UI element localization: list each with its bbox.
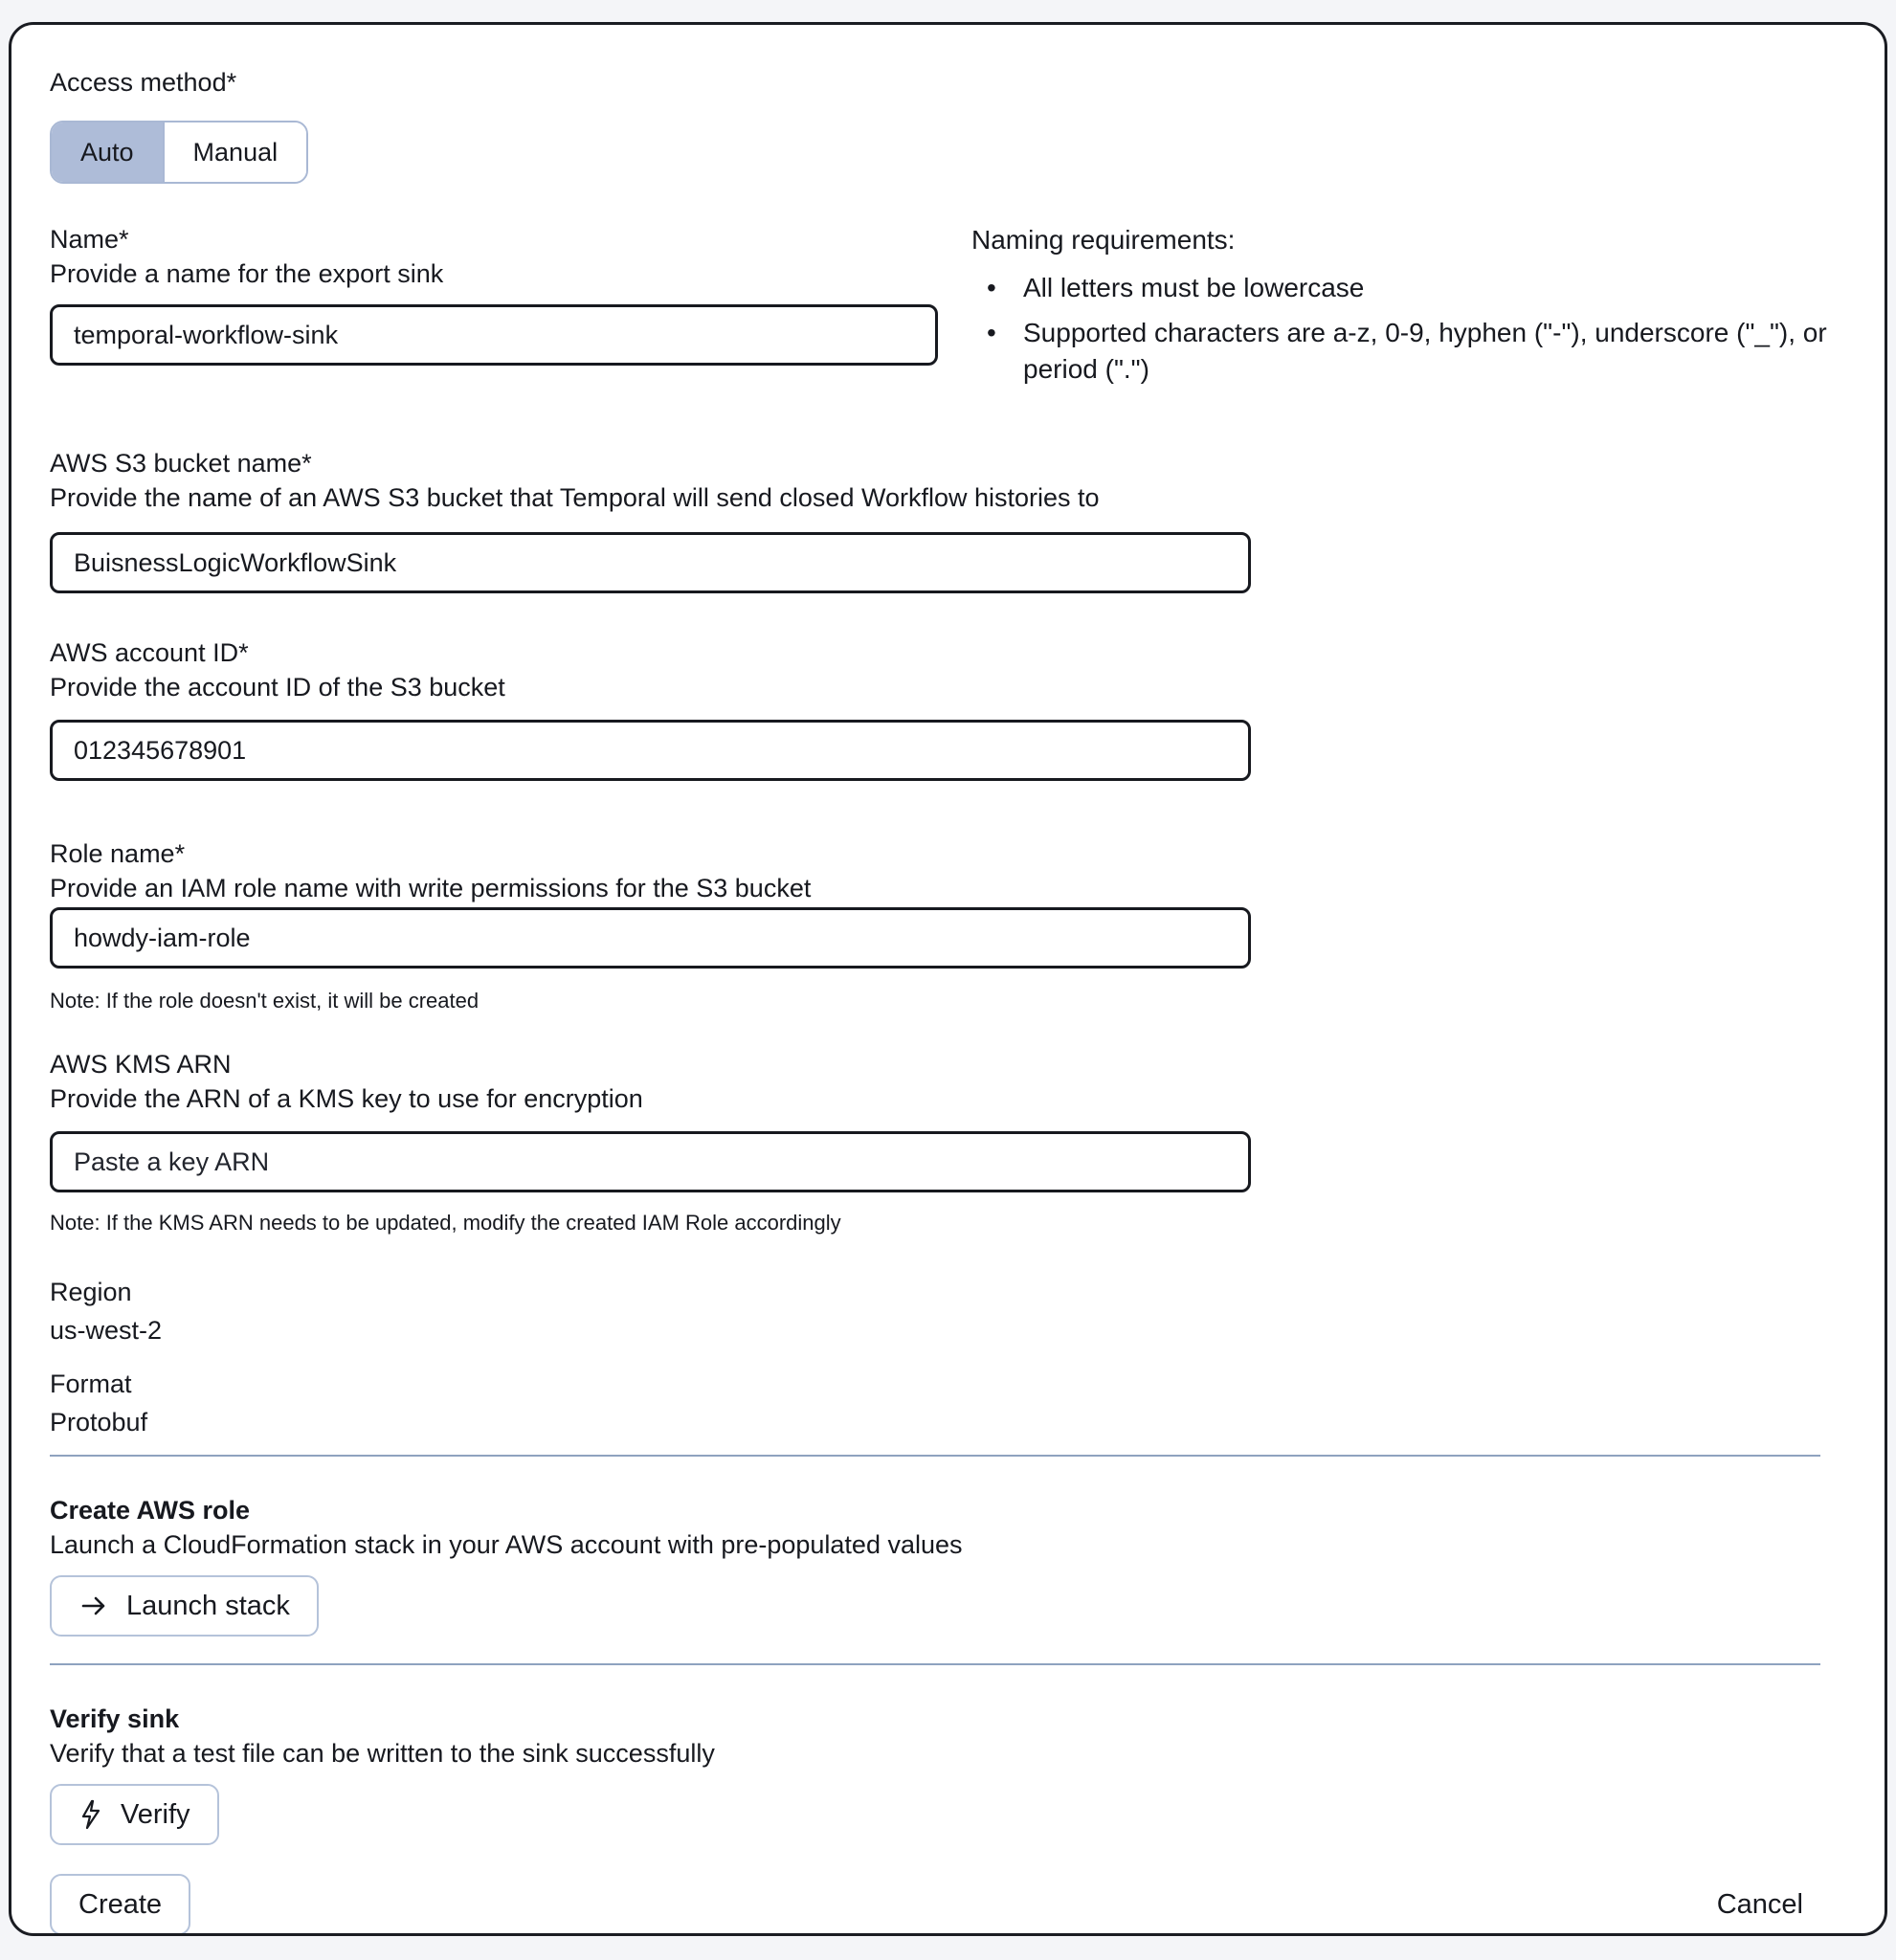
role-name-note: Note: If the role doesn't exist, it will be created	[50, 989, 480, 1013]
account-id-input[interactable]	[50, 720, 1251, 781]
verify-button[interactable]	[50, 1784, 219, 1845]
footer-actions	[50, 1874, 1820, 1935]
s3-bucket-label: AWS S3 bucket name*	[50, 449, 312, 478]
region-label: Region	[50, 1278, 132, 1306]
section-divider	[50, 1663, 1820, 1665]
naming-requirement-text: Supported characters are a-z, 0-9, hyphen ("-"), underscore ("_"), or period (".")	[1023, 318, 1827, 384]
naming-requirements	[971, 222, 1837, 396]
naming-requirement-item	[971, 270, 1837, 306]
naming-requirement-item	[971, 315, 1837, 388]
region-value: us-west-2	[50, 1316, 163, 1345]
naming-requirements-title: Naming requirements:	[971, 225, 1236, 255]
create-button[interactable]	[50, 1874, 190, 1935]
name-label: Name*	[50, 225, 129, 254]
kms-arn-helper: Provide the ARN of a KMS key to use for encryption	[50, 1084, 643, 1113]
format-label: Format	[50, 1370, 132, 1398]
access-method-toggle	[50, 121, 308, 184]
format-value: Protobuf	[50, 1408, 148, 1437]
create-role-section	[50, 1493, 1837, 1637]
verify-sink-section	[50, 1702, 1837, 1845]
s3-bucket-section	[50, 446, 1837, 593]
access-method-label: Access method*	[50, 68, 237, 97]
verify-sink-helper: Verify that a test file can be written to the sink successfully	[50, 1739, 715, 1768]
verify-label: Verify	[121, 1798, 190, 1830]
role-name-section	[50, 836, 1837, 1014]
create-role-helper: Launch a CloudFormation stack in your AWS account with pre-populated values	[50, 1530, 963, 1559]
bullet-marker: •	[987, 318, 996, 347]
export-sink-form	[9, 22, 1887, 1936]
launch-stack-button[interactable]	[50, 1575, 319, 1637]
naming-requirement-text: All letters must be lowercase	[1023, 273, 1365, 302]
naming-requirements-list	[971, 270, 1837, 388]
toggle-option-manual[interactable]: Manual	[163, 122, 307, 182]
arrow-right-icon	[78, 1591, 109, 1621]
name-input[interactable]	[50, 304, 938, 366]
launch-stack-label: Launch stack	[126, 1590, 290, 1621]
kms-arn-label: AWS KMS ARN	[50, 1050, 232, 1079]
format-section	[50, 1367, 1837, 1439]
verify-sink-title: Verify sink	[50, 1704, 180, 1733]
kms-arn-note: Note: If the KMS ARN needs to be updated, modify the created IAM Role accordingly	[50, 1211, 841, 1235]
role-name-helper: Provide an IAM role name with write permissions for the S3 bucket	[50, 874, 812, 902]
toggle-option-auto[interactable]: Auto	[52, 122, 163, 182]
section-divider	[50, 1455, 1820, 1457]
name-section	[50, 222, 1837, 396]
kms-arn-input[interactable]	[50, 1131, 1251, 1192]
cancel-button[interactable]: Cancel	[1716, 1888, 1803, 1920]
s3-bucket-helper: Provide the name of an AWS S3 bucket that Temporal will send closed Workflow histories to	[50, 483, 1100, 512]
create-label: Create	[78, 1888, 163, 1920]
s3-bucket-input[interactable]	[50, 532, 1251, 593]
kms-arn-section	[50, 1047, 1837, 1236]
bullet-marker: •	[987, 273, 996, 302]
account-id-helper: Provide the account ID of the S3 bucket	[50, 673, 505, 702]
create-role-title: Create AWS role	[50, 1496, 251, 1525]
role-name-input[interactable]	[50, 907, 1251, 969]
name-helper: Provide a name for the export sink	[50, 259, 444, 288]
account-id-section	[50, 635, 1837, 781]
region-section	[50, 1275, 1837, 1348]
role-name-label: Role name*	[50, 839, 186, 868]
lightning-icon	[78, 1799, 103, 1830]
account-id-label: AWS account ID*	[50, 638, 249, 667]
